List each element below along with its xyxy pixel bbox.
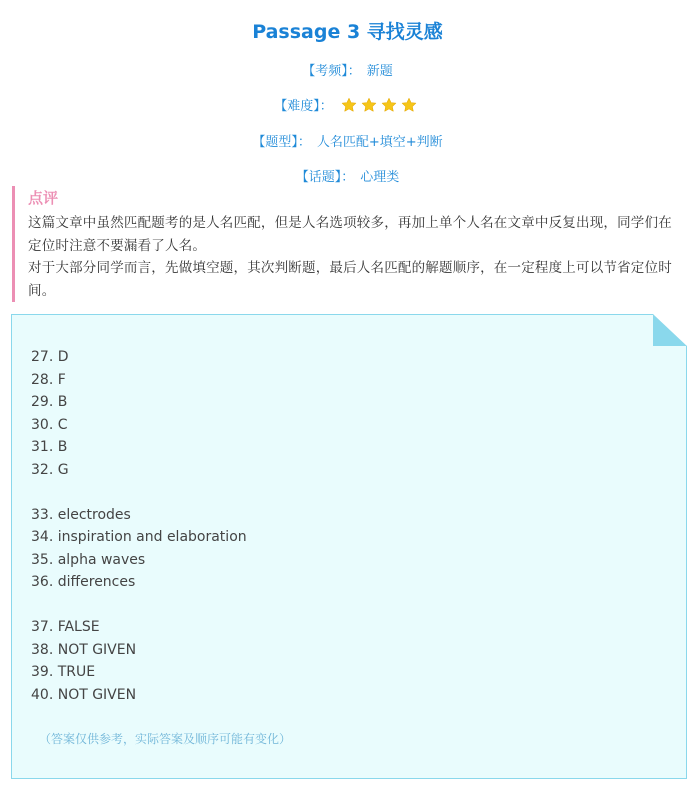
answer-item: 28. F: [31, 371, 66, 388]
comment-title: 点评: [28, 189, 59, 207]
answer-gap: [31, 594, 247, 617]
meta-difficulty: [0, 95, 695, 117]
answer-item: 32. G: [31, 461, 69, 478]
answer-item: 29. B: [31, 394, 68, 410]
question-type-label: 【题型】：: [252, 135, 311, 150]
star-icon: [381, 97, 397, 113]
answer-item: 37. FALSE: [31, 619, 100, 635]
difficulty-label: 【难度】：: [274, 99, 333, 114]
answer-box: [11, 314, 687, 779]
comment-paragraph-1: 这篇文章中虽然匹配题考的是人名匹配，但是人名选项较多，再加上单个人名在文章中反复出现，同学们在定位时注意不要漏看了人名。: [28, 215, 672, 254]
page-fold-corner-icon: [653, 314, 687, 346]
answer-item: 35. alpha waves: [31, 551, 146, 568]
meta-question-type: [0, 131, 695, 150]
answer-item: 33. electrodes: [31, 506, 131, 523]
answer-item: 38. NOT GIVEN: [31, 641, 137, 658]
star-icon: [401, 97, 417, 113]
star-icon: [361, 97, 377, 113]
answer-item: 40. NOT GIVEN: [31, 686, 137, 703]
page-title: Passage 3 寻找灵感: [252, 21, 443, 43]
answer-item: 36. differences: [31, 574, 136, 590]
question-type-value: 人名匹配+填空+判断: [316, 135, 443, 150]
star-icon: [341, 97, 357, 113]
difficulty-stars: [341, 97, 421, 117]
answer-note: （答案仅供参考，实际答案及顺序可能有变化）: [39, 732, 292, 746]
answer-item: 27. D: [31, 349, 69, 365]
meta-topic: [0, 166, 695, 185]
frequency-label: 【考频】：: [302, 64, 361, 79]
frequency-value: 新题: [366, 64, 393, 79]
answer-item: 31. B: [31, 439, 68, 455]
topic-label: 【话题】：: [295, 170, 355, 185]
answer-gap: [31, 481, 247, 504]
meta-frequency: [0, 60, 695, 79]
answer-item: 39. TRUE: [31, 664, 96, 680]
answer-item: 34. inspiration and elaboration: [31, 529, 247, 545]
comment-block: [12, 186, 672, 302]
answer-list: [31, 346, 247, 706]
answer-item: 30. C: [31, 416, 68, 433]
comment-paragraph-2: 对于大部分同学而言，先做填空题，其次判断题，最后人名匹配的解题顺序，在一定程度上可以节省定位时间。: [28, 260, 672, 299]
topic-value: 心理类: [360, 170, 400, 185]
